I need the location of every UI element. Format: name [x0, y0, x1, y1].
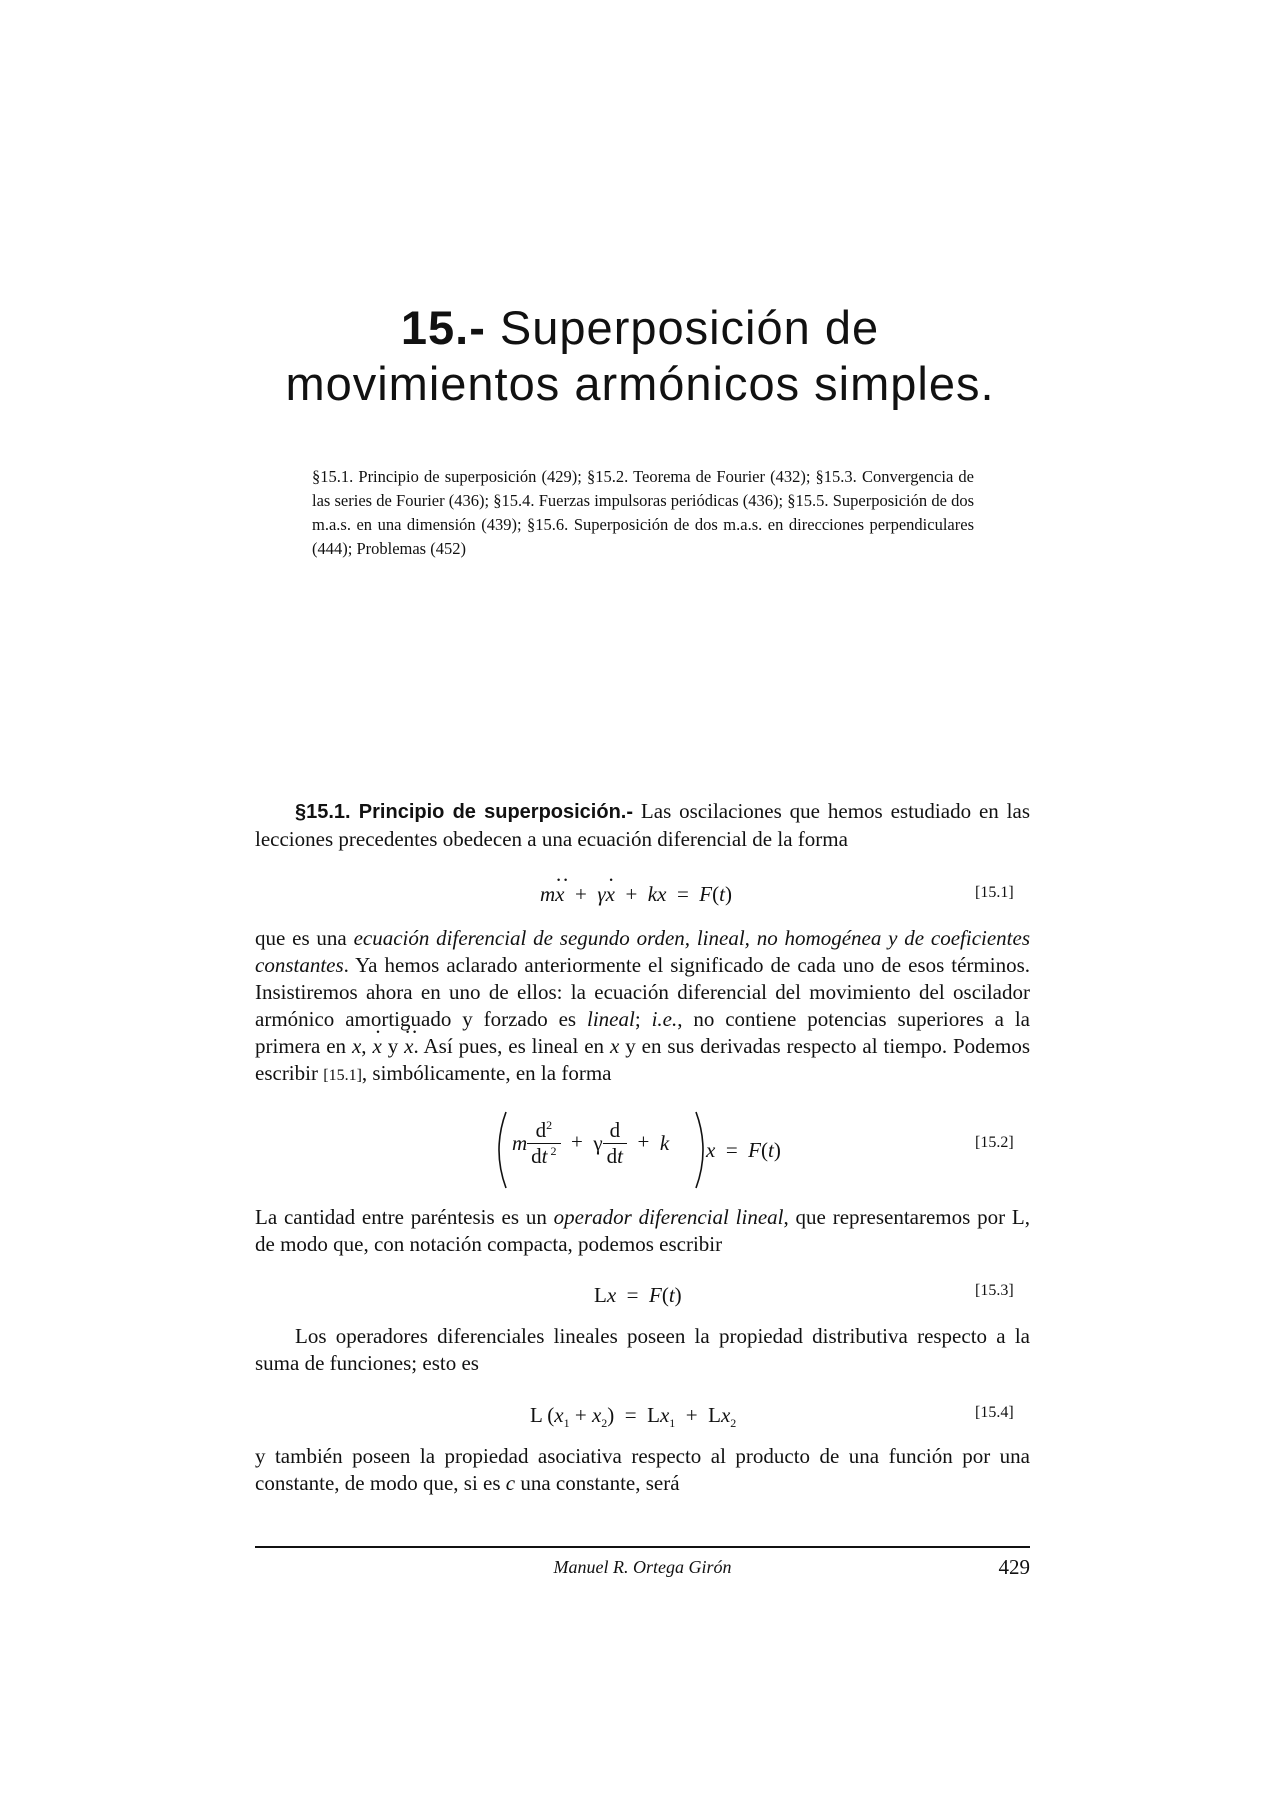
- equation-15-3: Lx = F(t): [594, 1283, 682, 1307]
- paragraph-5-c: c: [505, 1471, 516, 1495]
- equation-15-2-tag: [15.2]: [975, 1134, 1014, 1151]
- paragraph-5-start: y también poseen la propiedad asociativa respecto al producto de una función por una constante, de modo que, si es: [255, 1444, 1030, 1495]
- chapter-title-line2: movimientos armónicos simples.: [285, 357, 995, 410]
- section-heading: §15.1. Principio de superposición.-: [295, 801, 634, 823]
- paragraph-2-rest2: Así pues, es lineal en: [423, 1034, 605, 1058]
- paragraph-3: [255, 1204, 1030, 1258]
- paragraph-2-lineal: lineal: [587, 1007, 635, 1031]
- chapter-title-line1: Superposición de: [499, 301, 880, 354]
- paragraph-5-end: una constante, será: [520, 1471, 680, 1495]
- document-page: 15.- Superposición de movimientos armónicos simples. §15.1. Principio de superposición (429); §15.2. Teorema de Fourier (432); §15.3. Convergencia de las series de Fourier (436); §15.4. Fuerzas impulsoras periódicas (436); §15.5. Superposición de dos m.a.s. en una dimensión (439); §15.6. Superposición de dos m.a.s. en direcciones perpendiculares (444); Problemas (452) §15.1. Principio de superposición.- Las oscilaciones que hemos estudiado en las lecciones precedentes obedecen a una ecuación diferencial de la forma mx ·· + γx · + kx = F(t) [15.1] que es una ecuación diferencial de segundo orden, lineal, no homogénea y de coeficientes constantes. Ya hemos aclarado anteriormente el significado de cada uno de esos términos. Insistiremos ahora en uno de ellos: la ecuación diferencial del movimiento del oscilador armónico amortiguado y forzado es lineal; i.e., no contiene potencias superiores a la primera en x, x · y x ··. Así pues, es lineal en x y en sus derivadas respecto al tiempo. Podemos escribir [15.1], simbólicamente, en la forma m $\frac{d^2}{dt ^2}$ + γ $\frac{d}{dt}$ + k x = F(t) [15.2] La cantidad entre paréntesis es un operador diferencial lineal, que representaremos por L, de modo que, con notación compacta, podemos escribir Lx = F(t) [15.3] Los operadores diferenciales lineales poseen la propiedad distributiva respecto a la suma de funciones; esto es L $(x_1 + x_2) = Lx_1 + Lx_2$ [15.4] y también poseen la propiedad asociativa respecto al producto de una función por una constante, de modo que, si es c una constante, será Manuel R. Ortega Girón 429: [0, 0, 1280, 1811]
- paragraph-1-text: Las oscilaciones que hemos estudiado en las lecciones precedentes obedecen a una ecuación diferencial de la forma: [255, 799, 1031, 851]
- equation-15-1: mx ·· + γx · + kx = F(t): [540, 882, 732, 907]
- paragraph-4: Los operadores diferenciales lineales poseen la propiedad distributiva respecto a la suma de funciones; esto es: [255, 1324, 1030, 1375]
- footer-author: Manuel R. Ortega Girón: [553, 1557, 732, 1577]
- section-body-5: [255, 1443, 1030, 1497]
- paragraph-3-end: , que representaremos por L, de modo que, con notación compacta, podemos escribir: [255, 1205, 1031, 1256]
- paragraph-2-ie: i.e.: [651, 1007, 678, 1031]
- paragraph-2-rest1: , no contiene potencias superiores a la primera en: [255, 1007, 1030, 1058]
- paragraph-1: [255, 798, 1030, 853]
- chapter-contents: §15.1. Principio de superposición (429); §15.2. Teorema de Fourier (432); §15.3. Convergencia de las series de Fourier (436); §15.4. Fuerzas impulsoras periódicas (436); §15.5. Superposición de dos m.a.s. en una dimensión (439); §15.6. Superposición de dos m.a.s. en direcciones perpendiculares (444); Problemas (452): [312, 467, 974, 558]
- section-body-3: [255, 1204, 1030, 1258]
- equation-15-1-tag: [15.1]: [975, 884, 1014, 901]
- paragraph-3-emphasis: operador diferencial lineal: [553, 1205, 784, 1229]
- page-number: 429: [998, 1555, 1030, 1579]
- paragraph-3-start: La cantidad entre paréntesis es un: [255, 1205, 547, 1229]
- paragraph-5: [255, 1443, 1030, 1497]
- section-body-2: [255, 925, 1030, 1089]
- paragraph-2-emphasis: ecuación diferencial de segundo orden, lineal, no homogénea y de coeficientes constantes: [255, 926, 1031, 977]
- section-body-1: [255, 798, 1030, 853]
- paragraph-2-middle: . Ya hemos aclarado anteriormente el significado de cada uno de esos términos. Insistiremos ahora en uno de ellos: la ecuación diferencial del movimiento del oscilador armónico amortiguado y forzado es: [255, 953, 1030, 1031]
- footer-divider: [255, 1546, 1030, 1548]
- paragraph-2-start: que es una: [255, 926, 347, 950]
- chapter-number: 15.-: [400, 301, 486, 354]
- paragraph-2-rest3: y en sus derivadas respecto al tiempo. Podemos escribir: [255, 1034, 1030, 1085]
- equation-15-4-tag: [15.4]: [975, 1404, 1014, 1421]
- equation-15-3-tag: [15.3]: [975, 1282, 1014, 1299]
- paragraph-2-end: , simbólicamente, en la forma: [361, 1061, 612, 1085]
- paragraph-2: que es una ecuación diferencial de segundo orden, lineal, no homogénea y de coeficientes constantes. Ya hemos aclarado anteriormente el significado de cada uno de esos términos. Insistiremos ahora en uno de ellos: la ecuación diferencial del movimiento del oscilador armónico amortiguado y forzado es lineal; i.e., no contiene potencias superiores a la primera en x, x · y x ··. Así pues, es lineal en x y en sus derivadas respecto al tiempo. Podemos escribir [15.1], simbólicamente, en la forma: [255, 925, 1030, 1089]
- paragraph-2-reference: [15.1]: [323, 1067, 362, 1084]
- section-body-4: [255, 1323, 1030, 1377]
- equation-15-4: L $(x_1 + x_2) = Lx_1 + Lx_2$: [530, 1403, 737, 1431]
- chapter-title: [0, 300, 1280, 412]
